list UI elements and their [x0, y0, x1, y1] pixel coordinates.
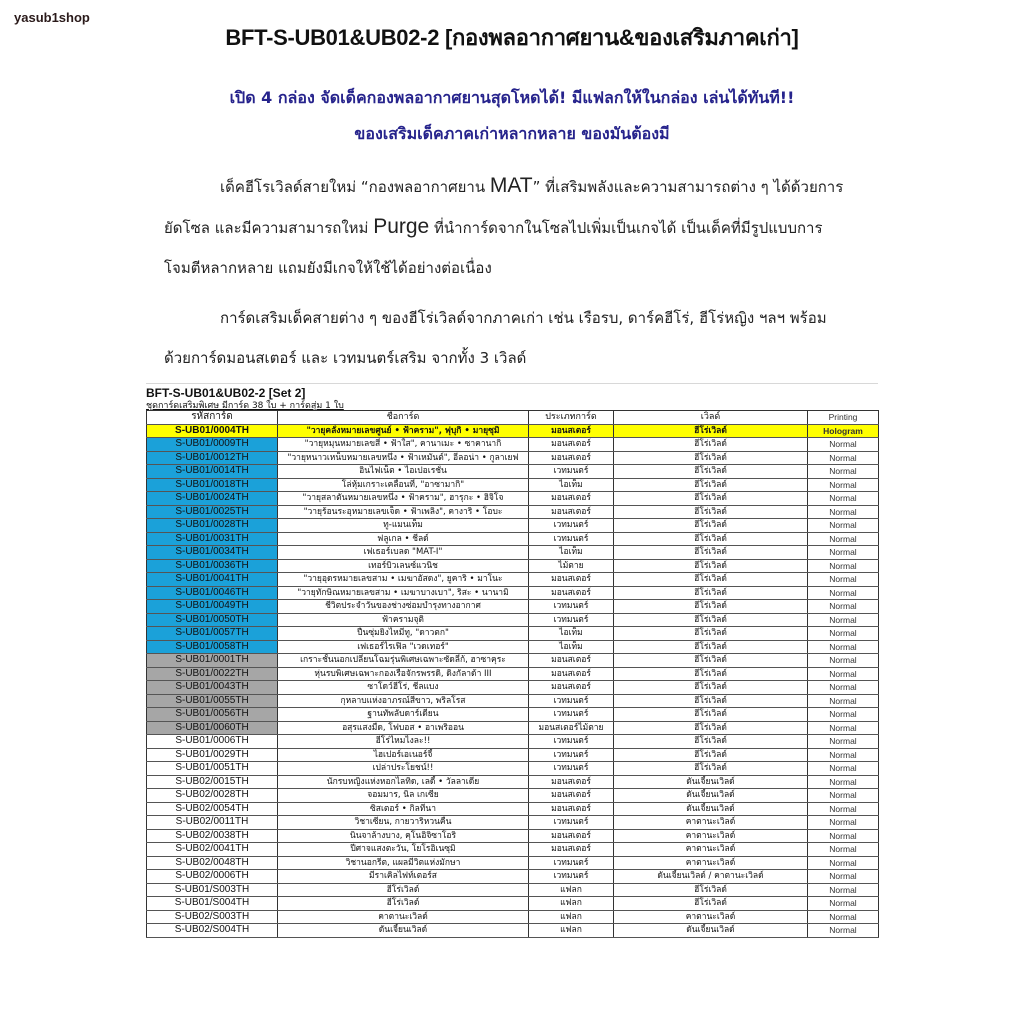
- cell-card-code: S-UB02/0015TH: [147, 775, 278, 789]
- cell-printing: Normal: [808, 924, 879, 938]
- cell-world: คาตานะเวิลด์: [614, 910, 808, 924]
- paragraph2-text: การ์ดเสริมเด็คสายต่าง ๆ ของฮีโร่เวิลด์จากภาคเก่า เช่น เรือรบ, ดาร์คฮีโร่, ฮีโร่หญิง ฯลฯ พร้อมด้วยการ์ดมอนสเตอร์ และ เวทมนตร์เสริม จากทั้ง 3 เวิลด์: [164, 309, 827, 367]
- cell-card-type: เวทมนตร์: [529, 600, 614, 614]
- cell-card-name: ปีศาจแสงตะวัน, โยโรอิเนซุมิ: [278, 843, 529, 857]
- cell-card-type: เวทมนตร์: [529, 519, 614, 533]
- cell-world: ฮีโร่เวิลด์: [614, 708, 808, 722]
- cell-printing: Normal: [808, 816, 879, 830]
- cell-card-code: S-UB01/0056TH: [147, 708, 278, 722]
- cell-printing: Normal: [808, 910, 879, 924]
- cell-card-name: วิชาเซียน, กายวาริหวนคืน: [278, 816, 529, 830]
- cell-card-type: มอนสเตอร์: [529, 505, 614, 519]
- cell-card-code: S-UB01/0043TH: [147, 681, 278, 695]
- cell-card-code: S-UB01/S003TH: [147, 883, 278, 897]
- cell-card-code: S-UB01/0049TH: [147, 600, 278, 614]
- cell-card-code: S-UB01/0001TH: [147, 654, 278, 668]
- paragraph1-part3: ที่นำการ์ดจากในโซลไปเพิ่มเป็นเกจได้ เป็นเด็คที่มีรูปแบบการโจมตีหลากหลาย แถมยังมีเกจให้ใช้ได้อย่างต่อเนื่อง: [164, 219, 823, 277]
- table-row: [147, 708, 879, 722]
- cell-world: ฮีโร่เวิลด์: [614, 721, 808, 735]
- cell-card-type: มอนสเตอร์: [529, 681, 614, 695]
- cell-card-type: มอนสเตอร์: [529, 451, 614, 465]
- cell-card-type: เวทมนตร์: [529, 694, 614, 708]
- cell-world: ฮีโร่เวิลด์: [614, 505, 808, 519]
- cell-card-type: มอนสเตอร์: [529, 586, 614, 600]
- cell-world: ฮีโร่เวิลด์: [614, 627, 808, 641]
- cell-printing: Normal: [808, 775, 879, 789]
- cell-printing: Normal: [808, 600, 879, 614]
- cell-world: ฮีโร่เวิลด์: [614, 451, 808, 465]
- table-row: [147, 613, 879, 627]
- table-row: [147, 843, 879, 857]
- cell-card-name: "วายุหมุนหมายเลขสี่ • ฟ้าใส", คานาเมะ • ซาคานากิ: [278, 438, 529, 452]
- cell-card-name: ซาโดว์ฮีโร่, ชีลแบง: [278, 681, 529, 695]
- cell-world: ดันเจี้ยนเวิลด์ / คาตานะเวิลด์: [614, 870, 808, 884]
- cell-world: ฮีโร่เวิลด์: [614, 438, 808, 452]
- cell-card-code: S-UB01/0012TH: [147, 451, 278, 465]
- cell-card-name: เฟเธอร์เบลด "MAT-I": [278, 546, 529, 560]
- cell-card-name: ดันเจี้ยนเวิลด์: [278, 924, 529, 938]
- subtitle-line-1: เปิด 4 กล่อง จัดเด็คกองพลอากาศยานสุดโหดได้! มีแฟลกให้ในกล่อง เล่นได้ทันที!!: [229, 88, 795, 107]
- cell-card-name: ซิสเตอร์ • กิลทีนา: [278, 802, 529, 816]
- cell-card-name: "วายุทักษิณหมายเลขสาม • เมฆาบางเบา", ริสะ • นานามิ: [278, 586, 529, 600]
- cell-card-name: ฮีโร่ไหมไงละ!!: [278, 735, 529, 749]
- table-row: [147, 478, 879, 492]
- table-row: [147, 856, 879, 870]
- cell-card-name: "วายุอุดรหมายเลขสาม • เมฆาอัสดง", ยูคาริ • มาโนะ: [278, 573, 529, 587]
- table-header-row: [147, 411, 879, 425]
- cell-world: ฮีโร่เวิลด์: [614, 667, 808, 681]
- table-row: [147, 600, 879, 614]
- cell-world: ฮีโร่เวิลด์: [614, 586, 808, 600]
- cell-printing: Normal: [808, 829, 879, 843]
- cell-card-code: S-UB01/0025TH: [147, 505, 278, 519]
- cell-card-name: "วายุสลาตันหมายเลขหนึ่ง • ฟ้าคราม", ฮารุกะ • ฮิจิโจ: [278, 492, 529, 506]
- cell-card-type: เวทมนตร์: [529, 465, 614, 479]
- cell-card-name: ไฮเปอร์เอเนอร์จี้: [278, 748, 529, 762]
- cell-card-code: S-UB01/0050TH: [147, 613, 278, 627]
- cell-world: ฮีโร่เวิลด์: [614, 762, 808, 776]
- cell-card-type: มอนสเตอร์: [529, 775, 614, 789]
- cell-world: ฮีโร่เวิลด์: [614, 519, 808, 533]
- cell-card-code: S-UB01/0058TH: [147, 640, 278, 654]
- cell-card-type: เวทมนตร์: [529, 613, 614, 627]
- sheet-title: BFT-S-UB01&UB02-2 [Set 2]: [146, 386, 306, 400]
- subtitle-line-2: ของเสริมเด็คภาคเก่าหลากหลาย ของมันต้องมี: [354, 124, 670, 143]
- cell-printing: Normal: [808, 519, 879, 533]
- cell-card-name: "วายุร้อนระอุหมายเลขเจ็ด • ฟ้าเพลิง", คางาริ • โอบะ: [278, 505, 529, 519]
- description-paragraph-2: [164, 298, 844, 378]
- cell-printing: Normal: [808, 451, 879, 465]
- cell-card-name: ฮีโร่เวิลด์: [278, 883, 529, 897]
- shop-watermark: yasub1shop: [14, 10, 90, 25]
- cell-printing: Normal: [808, 681, 879, 695]
- cell-world: ดันเจี้ยนเวิลด์: [614, 789, 808, 803]
- cell-world: ฮีโร่เวิลด์: [614, 748, 808, 762]
- cell-printing: Normal: [808, 559, 879, 573]
- cell-printing: Normal: [808, 897, 879, 911]
- table-row: [147, 829, 879, 843]
- header-printing: Printing: [808, 411, 879, 425]
- cell-world: ดันเจี้ยนเวิลด์: [614, 924, 808, 938]
- cell-printing: Normal: [808, 586, 879, 600]
- table-row: [147, 924, 879, 938]
- header-card-type: ประเภทการ์ด: [529, 411, 614, 425]
- table-row: [147, 816, 879, 830]
- header-world: เวิลด์: [614, 411, 808, 425]
- cell-card-name: นักรบหญิงแห่งหอกไลทิด, เลดี้ • วัลลาเดีย: [278, 775, 529, 789]
- paragraph1-part2: ” ที่เสริมพลังและความสามารถต่าง ๆ ได้ด้วยการยัดโซล และมีความสามารถใหม่: [164, 178, 844, 237]
- cell-card-name: คาตานะเวิลด์: [278, 910, 529, 924]
- cell-card-code: S-UB02/0048TH: [147, 856, 278, 870]
- cell-printing: Normal: [808, 762, 879, 776]
- header-card-code: รหัสการ์ด: [147, 411, 278, 425]
- table-row: [147, 721, 879, 735]
- cell-card-type: เวทมนตร์: [529, 748, 614, 762]
- cell-card-type: ไอเท็ม: [529, 627, 614, 641]
- cell-card-code: S-UB01/0057TH: [147, 627, 278, 641]
- cell-card-type: มอนสเตอร์: [529, 438, 614, 452]
- table-row: [147, 505, 879, 519]
- cell-card-type: มอนสเตอร์ไม้ตาย: [529, 721, 614, 735]
- cell-printing: Hologram: [808, 424, 879, 438]
- table-row: [147, 586, 879, 600]
- cell-printing: Normal: [808, 627, 879, 641]
- table-row: [147, 735, 879, 749]
- card-list-table: [146, 410, 879, 938]
- table-row: [147, 451, 879, 465]
- cell-card-type: มอนสเตอร์: [529, 843, 614, 857]
- cell-printing: Normal: [808, 856, 879, 870]
- cell-world: ฮีโร่เวิลด์: [614, 735, 808, 749]
- sheet-subtitle: ชุดการ์ดเสริมพิเศษ มีการ์ด 38 ใบ + การ์ดสุ่ม 1 ใบ: [146, 401, 344, 411]
- cell-world: คาตานะเวิลด์: [614, 856, 808, 870]
- cell-card-name: เปล่าประโยชน์!!: [278, 762, 529, 776]
- cell-card-name: กุหลาบแห่งอาภรณ์สีขาว, พริลโรส: [278, 694, 529, 708]
- cell-world: ฮีโร่เวิลด์: [614, 654, 808, 668]
- header-card-name: ชื่อการ์ด: [278, 411, 529, 425]
- cell-card-name: ฟลูเกล • ชีลด์: [278, 532, 529, 546]
- table-row: [147, 870, 879, 884]
- sheet-divider: [146, 383, 878, 384]
- description-paragraph-1: [164, 166, 844, 288]
- cell-printing: Normal: [808, 735, 879, 749]
- cell-card-type: แฟลก: [529, 897, 614, 911]
- cell-printing: Normal: [808, 546, 879, 560]
- cell-world: ฮีโร่เวิลด์: [614, 546, 808, 560]
- table-row: [147, 654, 879, 668]
- cell-card-name: ชีวิตประจำวันของช่างซ่อมบำรุงทางอากาศ: [278, 600, 529, 614]
- cell-card-name: ปืนซุ่มยิงไหมีทู, "ดาวตก": [278, 627, 529, 641]
- cell-printing: Normal: [808, 789, 879, 803]
- cell-card-code: S-UB01/0006TH: [147, 735, 278, 749]
- cell-card-type: มอนสเตอร์: [529, 654, 614, 668]
- paragraph1-part1: เด็คฮีโรเวิลด์สายใหม่ “กองพลอากาศยาน: [220, 178, 490, 196]
- cell-world: คาตานะเวิลด์: [614, 829, 808, 843]
- cell-card-code: S-UB01/0034TH: [147, 546, 278, 560]
- cell-printing: Normal: [808, 505, 879, 519]
- table-row: [147, 667, 879, 681]
- cell-card-code: S-UB01/0051TH: [147, 762, 278, 776]
- cell-world: ฮีโร่เวิลด์: [614, 478, 808, 492]
- cell-printing: Normal: [808, 438, 879, 452]
- cell-card-code: S-UB01/0060TH: [147, 721, 278, 735]
- cell-world: ฮีโร่เวิลด์: [614, 897, 808, 911]
- cell-card-code: S-UB01/S004TH: [147, 897, 278, 911]
- cell-card-code: S-UB01/0036TH: [147, 559, 278, 573]
- cell-card-code: S-UB01/0041TH: [147, 573, 278, 587]
- cell-world: ฮีโร่เวิลด์: [614, 694, 808, 708]
- table-row: [147, 802, 879, 816]
- cell-world: ฮีโร่เวิลด์: [614, 600, 808, 614]
- paragraph1-mat: MAT: [489, 174, 533, 197]
- cell-card-type: แฟลก: [529, 883, 614, 897]
- cell-card-code: S-UB01/0018TH: [147, 478, 278, 492]
- cell-world: ดันเจี้ยนเวิลด์: [614, 775, 808, 789]
- cell-card-type: แฟลก: [529, 924, 614, 938]
- cell-card-type: เวทมนตร์: [529, 762, 614, 776]
- cell-card-name: เทอร์บิวเลนซ์แวนิช: [278, 559, 529, 573]
- cell-card-type: ไม้ตาย: [529, 559, 614, 573]
- cell-card-code: S-UB02/0054TH: [147, 802, 278, 816]
- cell-card-name: จอมมาร, นิล เกเซีย: [278, 789, 529, 803]
- cell-card-name: ทู-แมนเท็ม: [278, 519, 529, 533]
- cell-printing: Normal: [808, 870, 879, 884]
- cell-card-code: S-UB01/0046TH: [147, 586, 278, 600]
- table-row: [147, 546, 879, 560]
- cell-card-type: เวทมนตร์: [529, 532, 614, 546]
- table-row: [147, 424, 879, 438]
- cell-printing: Normal: [808, 465, 879, 479]
- cell-printing: Normal: [808, 492, 879, 506]
- table-row: [147, 640, 879, 654]
- cell-card-code: S-UB02/0041TH: [147, 843, 278, 857]
- cell-card-type: มอนสเตอร์: [529, 802, 614, 816]
- table-row: [147, 910, 879, 924]
- table-row: [147, 748, 879, 762]
- page-title: BFT-S-UB01&UB02-2 [กองพลอากาศยาน&ของเสริมภาคเก่า]: [225, 25, 799, 50]
- table-row: [147, 532, 879, 546]
- cell-card-code: S-UB01/0029TH: [147, 748, 278, 762]
- cell-world: ดันเจี้ยนเวิลด์: [614, 802, 808, 816]
- cell-world: ฮีโร่เวิลด์: [614, 559, 808, 573]
- cell-card-code: S-UB02/0038TH: [147, 829, 278, 843]
- cell-card-type: มอนสเตอร์: [529, 667, 614, 681]
- cell-printing: Normal: [808, 640, 879, 654]
- table-row: [147, 775, 879, 789]
- cell-printing: Normal: [808, 573, 879, 587]
- cell-card-type: มอนสเตอร์: [529, 492, 614, 506]
- cell-card-code: S-UB02/S003TH: [147, 910, 278, 924]
- cell-card-type: ไอเท็ม: [529, 478, 614, 492]
- cell-world: ฮีโร่เวิลด์: [614, 532, 808, 546]
- cell-printing: Normal: [808, 708, 879, 722]
- cell-card-type: มอนสเตอร์: [529, 829, 614, 843]
- cell-world: ฮีโร่เวิลด์: [614, 465, 808, 479]
- cell-card-name: "วายุหนาวเหน็บหมายเลขหนึ่ง • ฟ้าเหมันต์", อีลอน่า • กูลาเยฟ: [278, 451, 529, 465]
- cell-card-name: นินจาล้างบาง, คุโนอิจิซาโอริ: [278, 829, 529, 843]
- cell-printing: Normal: [808, 667, 879, 681]
- cell-world: ฮีโร่เวิลด์: [614, 640, 808, 654]
- cell-printing: Normal: [808, 748, 879, 762]
- cell-card-code: S-UB01/0024TH: [147, 492, 278, 506]
- cell-printing: Normal: [808, 802, 879, 816]
- cell-world: ฮีโร่เวิลด์: [614, 883, 808, 897]
- cell-card-type: มอนสเตอร์: [529, 573, 614, 587]
- cell-printing: Normal: [808, 883, 879, 897]
- cell-world: ฮีโร่เวิลด์: [614, 681, 808, 695]
- cell-card-type: เวทมนตร์: [529, 708, 614, 722]
- cell-card-name: ฐานทัพลับดาร์เดียน: [278, 708, 529, 722]
- cell-printing: Normal: [808, 613, 879, 627]
- cell-printing: Normal: [808, 478, 879, 492]
- cell-card-type: ไอเท็ม: [529, 546, 614, 560]
- cell-card-code: S-UB02/0006TH: [147, 870, 278, 884]
- cell-card-type: แฟลก: [529, 910, 614, 924]
- cell-card-code: S-UB01/0031TH: [147, 532, 278, 546]
- table-row: [147, 694, 879, 708]
- table-row: [147, 438, 879, 452]
- cell-world: คาตานะเวิลด์: [614, 816, 808, 830]
- cell-card-name: "วายุคลั่งหมายเลขศูนย์ • ฟ้าคราม", ฟุบุกิ • มายุซุมิ: [278, 424, 529, 438]
- cell-printing: Normal: [808, 654, 879, 668]
- table-row: [147, 519, 879, 533]
- table-row: [147, 573, 879, 587]
- cell-card-code: S-UB01/0028TH: [147, 519, 278, 533]
- cell-card-name: อสุรแสงมืด, โฟบอส • อาเพริออน: [278, 721, 529, 735]
- cell-card-type: ไอเท็ม: [529, 640, 614, 654]
- table-row: [147, 627, 879, 641]
- cell-printing: Normal: [808, 843, 879, 857]
- table-row: [147, 762, 879, 776]
- cell-card-code: S-UB01/0004TH: [147, 424, 278, 438]
- cell-world: ฮีโร่เวิลด์: [614, 492, 808, 506]
- cell-card-name: อินไฟเน็ต • ไอเปอเรชั่น: [278, 465, 529, 479]
- cell-world: ฮีโร่เวิลด์: [614, 573, 808, 587]
- cell-card-name: วิชานอกรีต, แผลมีวิตแห่งมักษา: [278, 856, 529, 870]
- table-row: [147, 465, 879, 479]
- table-body: [147, 424, 879, 937]
- cell-printing: Normal: [808, 694, 879, 708]
- cell-printing: Normal: [808, 532, 879, 546]
- table-row: [147, 789, 879, 803]
- cell-card-type: มอนสเตอร์: [529, 424, 614, 438]
- cell-world: คาตานะเวิลด์: [614, 843, 808, 857]
- table-row: [147, 492, 879, 506]
- cell-card-type: เวทมนตร์: [529, 816, 614, 830]
- cell-card-type: มอนสเตอร์: [529, 789, 614, 803]
- cell-card-code: S-UB02/0028TH: [147, 789, 278, 803]
- cell-card-type: เวทมนตร์: [529, 870, 614, 884]
- cell-card-name: ฮีโร่เวิลด์: [278, 897, 529, 911]
- paragraph1-purge: Purge: [373, 215, 430, 238]
- table-row: [147, 883, 879, 897]
- table-row: [147, 681, 879, 695]
- cell-card-name: เฟเธอร์ไรเฟิล "เวดเทอร์": [278, 640, 529, 654]
- cell-card-type: เวทมนตร์: [529, 735, 614, 749]
- cell-card-code: S-UB01/0022TH: [147, 667, 278, 681]
- cell-card-name: เกราะชั้นนอกเปลี่ยนโฉมรุ่นพิเศษเฉพาะซัดลี่ก้, ฮาซาคุระ: [278, 654, 529, 668]
- cell-world: ฮีโร่เวิลด์: [614, 424, 808, 438]
- cell-card-code: S-UB01/0014TH: [147, 465, 278, 479]
- cell-card-type: เวทมนตร์: [529, 856, 614, 870]
- cell-printing: Normal: [808, 721, 879, 735]
- cell-card-code: S-UB01/0009TH: [147, 438, 278, 452]
- cell-card-name: หุ่นรบพิเศษเฉพาะกองเรือจักรพรรดิ, ดิงกัลาด้า III: [278, 667, 529, 681]
- table-row: [147, 897, 879, 911]
- cell-card-name: โล่หุ้มเกราะเคลื่อนที่, "อาซามากิ": [278, 478, 529, 492]
- cell-card-code: S-UB02/S004TH: [147, 924, 278, 938]
- cell-card-name: ฟ้าครามจุติ: [278, 613, 529, 627]
- cell-world: ฮีโร่เวิลด์: [614, 613, 808, 627]
- table-row: [147, 559, 879, 573]
- cell-card-code: S-UB01/0055TH: [147, 694, 278, 708]
- cell-card-code: S-UB02/0011TH: [147, 816, 278, 830]
- cell-card-name: มีราเคิลไฟท์เตอร์ส: [278, 870, 529, 884]
